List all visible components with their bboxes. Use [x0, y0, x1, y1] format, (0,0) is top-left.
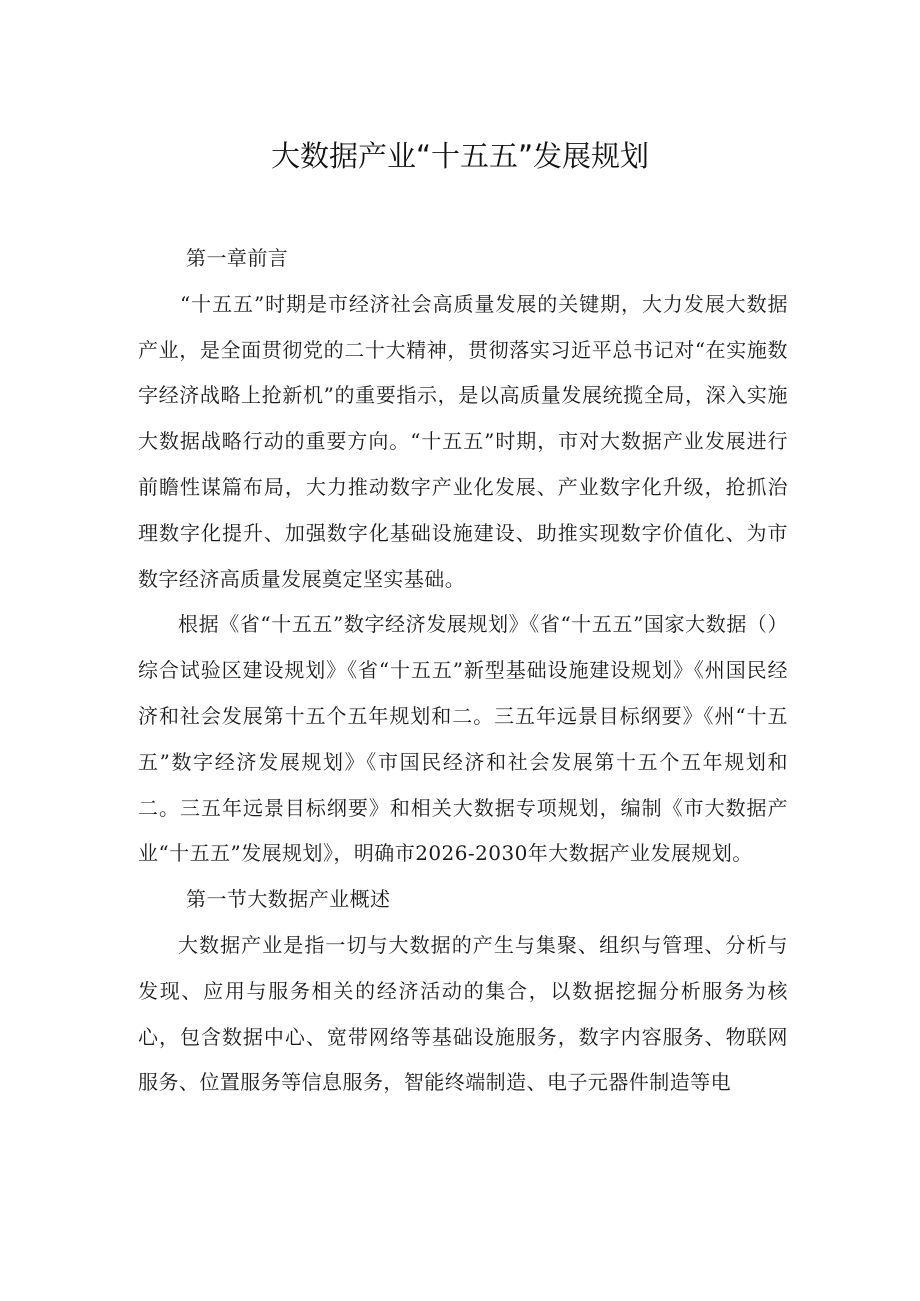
chapter-heading: 第一章前言 [186, 246, 289, 270]
document-title: 大数据产业“十五五”发展规划 [270, 139, 650, 173]
section-heading: 第一节大数据产业概述 [186, 887, 391, 912]
section-paragraph: 大数据产业是指一切与大数据的产生与集聚、组织与管理、分析与发现、应用与服务相关的经济活动的集合，以数据挖掘分析服务为核心，包含数据中心、宽带网络等基础设施服务，数字内容服务、物联网服务、位置服务等信息服务，智能终端制造、电子元器件制造等电 [138, 932, 788, 1095]
intro-paragraph: “十五五”时期是市经济社会高质量发展的关键期，大力发展大数据产业，是全面贯彻党的二十大精神，贯彻落实习近平总书记对“在实施数字经济战略上抢新机”的重要指示，是以高质量发展统揽全局，深入实施大数据战略行动的重要方向。“十五五”时期，市对大数据产业发展进行前瞻性谋篇布局，大力推动数字产业化发展、产业数字化升级，抢抓治理数字化提升、加强数字化基础设施建设、助推实现数字价值化、为市数字经济高质量发展奠定坚实基础。 [138, 291, 788, 591]
basis-paragraph: 根据《省“十五五”数字经济发展规划》《省“十五五”国家大数据（）综合试验区建设规划》《省“十五五”新型基础设施建设规划》《州国民经济和社会发展第十五个五年规划和二。三五年远景目标纲要》《州“十五五”数字经济发展规划》《市国民经济和社会发展第十五个五年规划和二。三五年远景目标纲要》和相关大数据专项规划，编制《市大数据产业“十五五”发展规划》，明确市2026-2030年大数据产业发展规划。 [138, 612, 788, 866]
document-body [138, 236, 788, 1106]
